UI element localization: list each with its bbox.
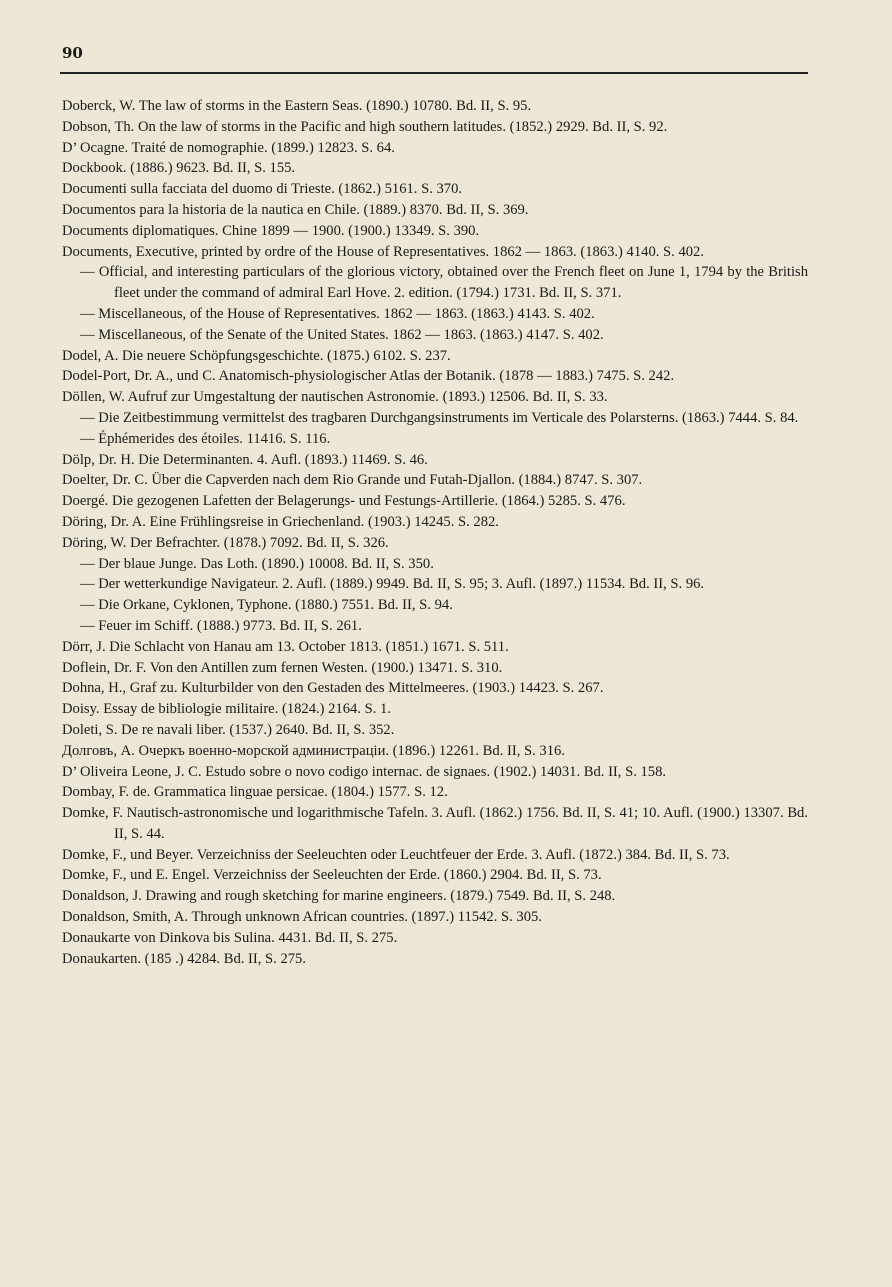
catalog-entry: Doflein, Dr. F. Von den Antillen zum fernen Westen. (1900.) 13471. S. 310. [62, 659, 503, 676]
catalog-entry: Doleti, S. De re navali liber. (1537.) 2640. Bd. II, S. 352. [62, 721, 395, 738]
catalog-entry: Döring, Dr. A. Eine Frühlingsreise in Griechenland. (1903.) 14245. S. 282. [62, 513, 499, 530]
catalog-entry: Долговъ, А. Очеркъ военно-морской администраціи. (1896.) 12261. Bd. II, S. 316. [62, 742, 565, 759]
catalog-entry: Döllen, W. Aufruf zur Umgestaltung der nautischen Astronomie. (1893.) 12506. Bd. II, S. 33. [62, 389, 608, 406]
catalog-entry: Documents, Executive, printed by ordre of the House of Representatives. 1862 — 1863. (1863.) 4140. S. 402. [62, 243, 704, 260]
catalog-entry: Dodel-Port, Dr. A., und C. Anatomisch-physiologischer Atlas der Botanik. (1878 — 1883.) 7475. S. 242. [62, 368, 675, 385]
catalog-entry: Domke, F., und E. Engel. Verzeichniss der Seeleuchten der Erde. (1860.) 2904. Bd. II, S. 73. [62, 867, 602, 884]
catalog-entry: Documentos para la historia de la nautica en Chile. (1889.) 8370. Bd. II, S. 369. [62, 201, 529, 218]
catalog-entry: Doergé. Die gezogenen Lafetten der Belagerungs- und Festungs-Artillerie. (1864.) 5285. S. 476. [62, 493, 626, 510]
catalog-entry: Döring, W. Der Befrachter. (1878.) 7092. Bd. II, S. 326. [62, 534, 389, 551]
catalog-entry: — Die Zeitbestimmung vermittelst des tragbaren Durchgangsinstruments im Verticale des Polarsterns. (1863.) 7444. S. 84. [80, 409, 799, 426]
catalog-entry: Dölp, Dr. H. Die Determinanten. 4. Aufl. (1893.) 11469. S. 46. [62, 451, 428, 468]
catalog-entry: Documenti sulla facciata del duomo di Trieste. (1862.) 5161. S. 370. [62, 181, 463, 198]
entry-list [62, 96, 808, 969]
catalog-entry: Dohna, H., Graf zu. Kulturbilder von den Gestaden des Mittelmeeres. (1903.) 14423. S. 267. [62, 680, 604, 697]
catalog-entry: — Der wetterkundige Navigateur. 2. Aufl. (1889.) 9949. Bd. II, S. 95; 3. Aufl. (1897.) 11534. Bd. II, S. 96. [80, 576, 705, 593]
catalog-entry: D’ Ocagne. Traité de nomographie. (1899.) 12823. S. 64. [62, 139, 395, 156]
catalog-entry: D’ Oliveira Leone, J. C. Estudo sobre o novo codigo internac. de signaes. (1902.) 14031. Bd. II, S. 158. [62, 763, 667, 780]
catalog-entry: Donaldson, Smith, A. Through unknown African countries. (1897.) 11542. S. 305. [62, 909, 542, 926]
header-rule [60, 72, 808, 74]
catalog-entry: Doisy. Essay de bibliologie militaire. (1824.) 2164. S. 1. [62, 701, 392, 718]
catalog-entry: Donaldson, J. Drawing and rough sketching for marine engineers. (1879.) 7549. Bd. II, S. 248. [62, 888, 616, 905]
catalog-entry: Dockbook. (1886.) 9623. Bd. II, S. 155. [62, 160, 296, 177]
catalog-entry: — Éphémerides des étoiles. 11416. S. 116. [80, 430, 331, 447]
catalog-entry: Domke, F. Nautisch-astronomische und logarithmische Tafeln. 3. Aufl. (1862.) 1756. Bd. II, S. 41; 10. Aufl. (1900.) 13307. Bd. II, S. 44. [62, 805, 808, 842]
catalog-entry: Dobson, Th. On the law of storms in the Pacific and high southern latitudes. (1852.) 2929. Bd. II, S. 92. [62, 118, 668, 135]
catalog-entry: Donaukarte von Dinkova bis Sulina. 4431. Bd. II, S. 275. [62, 929, 398, 946]
catalog-entry: — Miscellaneous, of the House of Representatives. 1862 — 1863. (1863.) 4143. S. 402. [80, 305, 595, 322]
catalog-entry: Doberck, W. The law of storms in the Eastern Seas. (1890.) 10780. Bd. II, S. 95. [62, 98, 532, 114]
catalog-entry: Documents diplomatiques. Chine 1899 — 1900. (1900.) 13349. S. 390. [62, 222, 480, 239]
catalog-entry: Dörr, J. Die Schlacht von Hanau am 13. October 1813. (1851.) 1671. S. 511. [62, 638, 509, 655]
page-number: 90 [62, 44, 83, 62]
catalog-entry: Dodel, A. Die neuere Schöpfungsgeschichte. (1875.) 6102. S. 237. [62, 347, 451, 364]
catalog-entry: Doelter, Dr. C. Über die Capverden nach dem Rio Grande und Futah-Djallon. (1884.) 8747. S. 307. [62, 472, 643, 489]
catalog-entry: — Official, and interesting particulars of the glorious victory, obtained over the French fleet on June 1, 1794 by the British fleet under the command of admiral Earl Hove. 2. edition. (1794.) 1731. Bd. II, S. 371. [80, 264, 808, 302]
catalog-entry: — Die Orkane, Cyklonen, Typhone. (1880.) 7551. Bd. II, S. 94. [80, 597, 453, 614]
catalog-entry: Domke, F., und Beyer. Verzeichniss der Seeleuchten oder Leuchtfeuer der Erde. 3. Aufl. (1872.) 384. Bd. II, S. 73. [62, 846, 730, 863]
catalog-entry: Donaukarten. (185 .) 4284. Bd. II, S. 275. [62, 950, 307, 967]
catalog-entry: — Feuer im Schiff. (1888.) 9773. Bd. II, S. 261. [80, 617, 362, 634]
catalog-entry: — Miscellaneous, of the Senate of the United States. 1862 — 1863. (1863.) 4147. S. 402. [80, 326, 604, 343]
catalog-entry: — Der blaue Junge. Das Loth. (1890.) 10008. Bd. II, S. 350. [80, 555, 434, 572]
catalog-entry: Dombay, F. de. Grammatica linguae persicae. (1804.) 1577. S. 12. [62, 784, 448, 801]
